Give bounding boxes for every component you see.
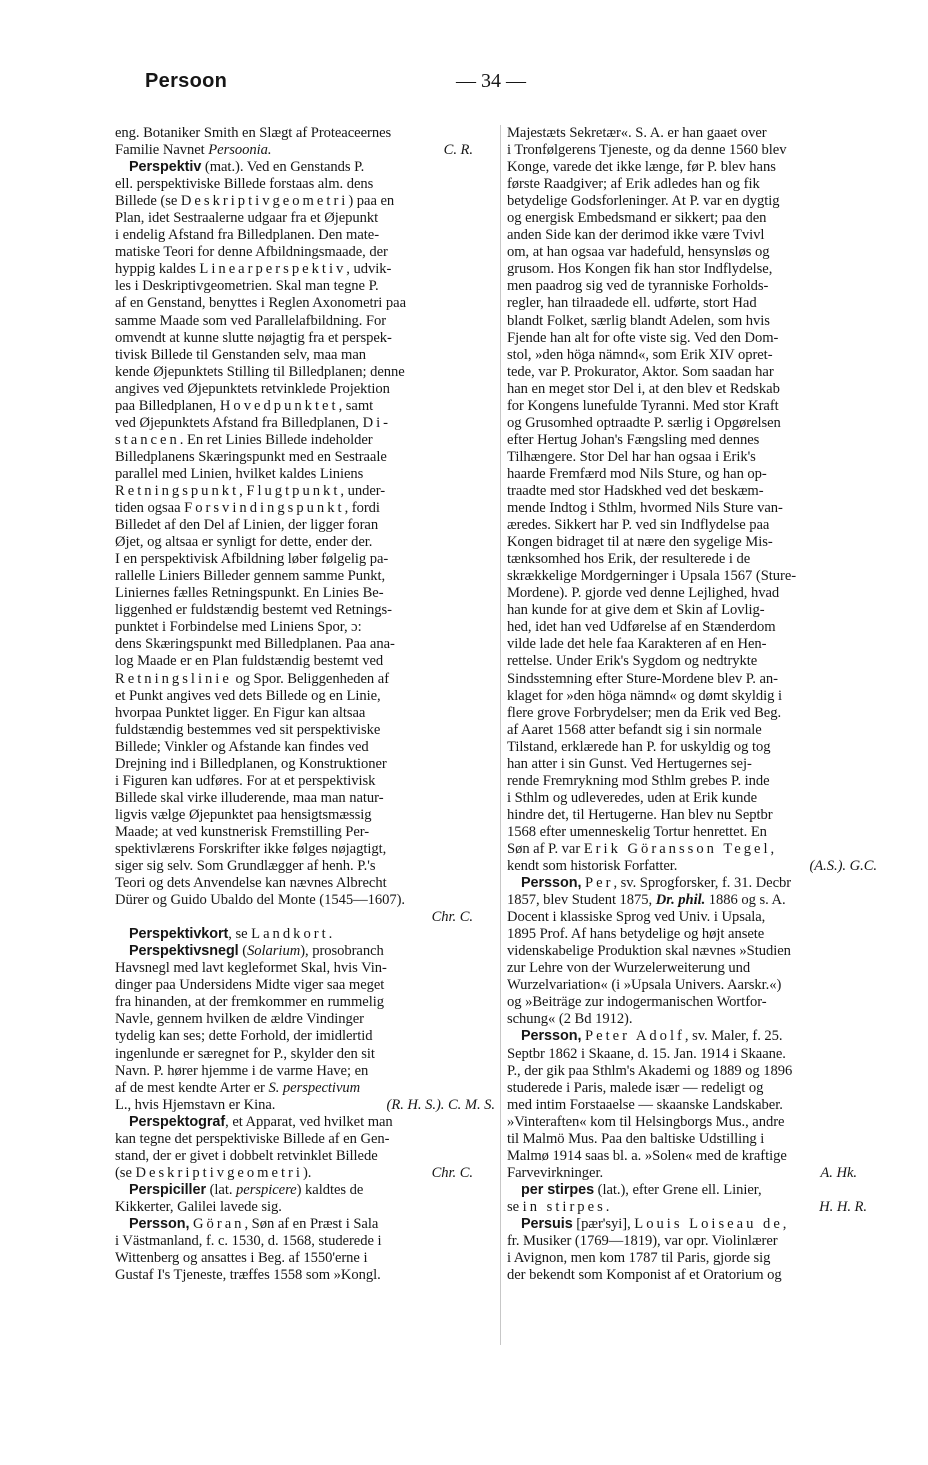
text-line: angives ved Øjepunktets retvinklede Projektion [115,380,390,397]
text-run: , [239,482,247,499]
text-line: Mordene). P. gjorde ved denne Lejlighed, hvad [507,585,780,602]
text-run: Billede (se [115,193,181,210]
text-line [115,1097,495,1114]
text-line [115,415,495,432]
spaced-name: Louis Loiseau de [634,1216,783,1232]
text-line: matiske Teori for denne Afbildningsmaade, der [115,244,388,261]
text-line: tede, var P. Prokurator, Aktor. Som saadan har [507,363,774,380]
spaced-term: Retningspunkt [115,482,240,499]
text-line: Malmø 1914 saas bl. a. »Solen« med de kraftige [507,1147,787,1164]
spaced-term: stancen [115,431,180,448]
text-line: Wurzelvariation« (i »Upsala Univers. Aarskr.«) [507,977,782,994]
text-line: log Maade er en Plan fuldstændig bestemt ved [115,653,384,670]
text-run: , et Apparat, ved hvilket man [225,1113,393,1130]
text-line: af Aaret 1568 atter befandt sig i sin normale [507,721,762,738]
text-line: for Kongens lunefulde Tyranni. Med stor Kraft [507,397,779,414]
author-signature: Chr. C. [431,909,473,926]
text-line: klaget for »den höga nämnd« og dømt skyldig i [507,687,782,704]
italic-term: Solarium [247,943,301,960]
text-line: vilde lade det hele faa Karakteren af en Hen- [507,636,767,653]
text-run: , samt [338,397,374,414]
text-line [507,1199,887,1216]
entry-first-line [115,1216,495,1233]
text-line: og energisk Embedsmand er sikkert; paa den [507,210,767,227]
author-signature: H. H. R. [819,1198,867,1215]
text-line [507,841,887,858]
text-line: schung« (2 Bd 1912). [507,1011,633,1028]
text-run: , se [228,926,252,943]
spaced-name: Erik Göransson Tegel [583,840,771,857]
entry-persson-goran [115,1216,495,1284]
text-line: Drejning ind i Billedplanen, og Konstruktioner [115,755,387,772]
text-run: paa Billedplanen, [115,397,220,414]
spaced-name: Peter Adolf [585,1028,685,1045]
text-run: ). [302,1164,312,1181]
entry-first-line [507,1028,887,1045]
text-run: Søn af P. var [507,840,584,857]
text-line: efter Hertug Johan's Fængsling med dennes [507,431,760,448]
text-run: [pær'syi], [572,1216,635,1232]
text-line: Kikkerter, Galilei lavede sig. [115,1198,282,1215]
text-line: fr. Musiker (1769—1819), var opr. Violinlærer [507,1233,778,1250]
spaced-term: Hovedpunktet [219,397,339,414]
text-run: (lat.), efter Grene ell. Linier, [594,1181,762,1198]
text-line [507,1165,887,1182]
text-line [507,858,887,875]
text-line: ingenlunde er særegnet for P., skylder den sit [115,1045,375,1062]
text-line: Billede; Vinkler og Afstande kan findes ved [115,738,369,755]
text-line: fuldstændig bestemmes ved sit perspektiviske [115,721,381,738]
text-line: haarde Fremfærd mod Nils Sture, og han op- [507,465,767,482]
text-line: æredes. Sikkert har P. ved sin Indflydelse paa [507,517,770,534]
entry-perspektivsnegl [115,943,495,1113]
text-line: Tilhængere. Stor Del har han ogsaa i Erik's [507,448,756,465]
text-run: , sv. Maler, f. 25. [684,1028,783,1045]
text-line: han atter i sin Gunst. Ved Hertugernes sej- [507,755,752,772]
text-line: omvendt at kunne slutte nøjagtig fra et perspek- [115,329,392,346]
text-run: af de mest kendte Arter er [115,1079,269,1096]
text-line: der bekendt som Komponist af et Oratorium og [507,1267,782,1284]
text-line: hindre det, til Hertugerne. Han blev nu Septbr [507,806,773,823]
text-run: ved Øjepunktets Afstand fra Billedplanen, [115,414,363,431]
headword: Perspektivkort [129,926,229,943]
text-run: kendt som historisk Forfatter. [507,858,678,875]
left-column [115,125,495,1284]
text-line: i Sthlm og udleveredes, uden at Erik kunde [507,789,757,806]
text-run: ) paa en [348,193,395,210]
headword: Persson, [129,1216,190,1232]
text-line [115,671,495,688]
text-line: siger sig selv. Som Grundlægger af henh. P.'s [115,858,376,875]
text-line: Navn. P. hører hjemme i de varme Have; en [115,1062,369,1079]
cross-reference: Deskriptivgeometri [135,1164,303,1181]
text-line: Fjende han alt for ofte viste sig. Ved den Dom- [507,329,779,346]
entry-first-line [115,943,495,960]
headword: Perspektiv [129,159,202,176]
headword: per stirpes [521,1181,595,1198]
text-line: i endelig Afstand fra Billedplanen. Den mate- [115,227,380,244]
spaced-term: Linearperspektiv [199,261,347,278]
text-line: om, at han ogsaa var hadefuld, hensynsløs og [507,244,770,261]
text-line: rettelse. Under Erik's Sygdom og nedtrykte [507,653,758,670]
text-line: stand, der er givet i dobbelt retvinklet Billede [115,1147,378,1164]
text-line: og Grusomhed optraadte P. særlig i Opgørelsen [507,414,781,431]
text-line: Konge, varede det ikke længe, før P. blev hans [507,159,776,176]
text-line: flere grove Forbrydelser; men da Erik ved Beg. [507,704,782,721]
text-run: , sv. Sprogforsker, f. 31. Decbr [613,875,792,892]
text-line [115,398,495,415]
text-line [115,500,495,517]
entry-per-stirpes [507,1182,887,1216]
text-line: tænksomhed hos Erik, der resulterede i de [507,551,751,568]
headword: Persson, [521,875,582,892]
entry-persuis [507,1216,887,1284]
text-line: zur Lehre von der Wurzelerweiterung und [507,960,751,977]
entry-first-line [115,1182,495,1199]
text-line: dinger paa Undersidens Midte viger saa meget [115,977,385,994]
text-line: Øjet, og altsaa er synligt for dette, ender der. [115,534,373,551]
author-signature: A. Hk. [820,1164,857,1181]
text-line: Sindsstemning efter Sture-Mordene blev P. an- [507,670,778,687]
text-line [115,1080,495,1097]
text-line: Billedplanens Skæringspunkt med en Sestraale [115,448,387,465]
text-run: , under- [340,482,386,499]
headword: Perspiciller [129,1181,206,1198]
author-signature: (A.S.). G.C. [809,858,877,875]
entry-first-line [507,1216,887,1233]
text-run: , udvik- [346,261,392,278]
text-line: betydelige Godsforleninger. At P. var en dygtig [507,193,780,210]
text-line: P., der gik paa Sthlm's Akademi og 1889 og 1896 [507,1062,793,1079]
text-line: videnskabelige Produktion skal nævnes »Studien [507,943,791,960]
entry-first-line [115,1114,495,1131]
headword: Persson, [521,1028,582,1045]
text-line: tydelig kan ses; dette Forhold, der imidlertid [115,1028,373,1045]
text-line: Navle, gennem hvilken de ældre Vindinger [115,1011,364,1028]
text-run: og Spor. Beliggenheden af [231,670,390,687]
text-line: tivisk Billede til Genstanden selv, maa man [115,346,367,363]
text-run: ) kaldtes de [296,1181,364,1198]
page-number: — 34 — [456,70,526,92]
cross-reference: Deskriptivgeometri [180,193,349,210]
text-line [115,483,495,500]
cross-reference: in stirpes [522,1198,606,1215]
text-line: Kongen bidraget til at nære den sygelige Mis- [507,534,773,551]
text-run: . [605,1198,610,1215]
author-signature: Chr. C. [431,1164,473,1181]
spaced-name: Per [585,875,614,892]
italic-term: S. perspectivum [268,1079,361,1096]
text-line: han kunde for at give dem et Skin af Lovlig- [507,602,765,619]
text-line: eng. Botaniker Smith en Slægt af Proteaceernes [115,125,392,141]
text-line: grusom. Hos Kongen fik han stor Indflydelse, [507,261,773,278]
text-run: ( [238,943,248,960]
text-line: I en perspektivisk Afbildning løber følgelig pa- [115,551,389,568]
text-line: til Malmö Mus. Paa den baltiske Udstilling i [507,1130,765,1147]
author-signature: C. R. [443,142,473,159]
text-line: skrækkelige Mordgerninger i Upsala 1567 (Sture- [507,568,797,585]
text-line [115,432,495,449]
text-line: Billedet af den Del af Linien, der ligger foran [115,517,379,534]
headword: Persuis [521,1216,573,1232]
text-line: Plan, idet Sestraalerne udgaar fra et Øjepunkt [115,210,379,227]
text-line: med intim Forstaaelse — skaanske Landskaber. [507,1096,783,1113]
text-line [115,193,495,210]
text-line: spektivlærens Forskrifter ikke følges nøjagtigt, [115,840,387,857]
text-line: ell. perspektiviske Billede forstaas alm. dens [115,176,374,193]
text-line [507,892,887,909]
text-line: Liniernes fælles Retningspunkt. En Linies Be- [115,585,384,602]
text-line: »Vinteraften« kom til Helsingborgs Mus., andre [507,1113,785,1130]
page-header [141,70,791,100]
text-line: parallel med Linien, hvilket kaldes Liniens [115,465,364,482]
text-line: men paadrog sig ved de tyranniske Forholds- [507,278,769,295]
text-line [115,261,495,278]
italic-term: perspicere [236,1181,297,1198]
spaced-term: Forsvindingspunkt [184,500,345,517]
text-line: Maade; at ved kunstnerisk Fremstilling Per- [115,823,370,840]
text-line: 1895 Prof. Af hans betydelige og højt ansete [507,926,765,943]
text-run: tiden ogsaa [115,500,185,517]
entry-perspektivkort [115,926,495,943]
text-run: , fordi [344,500,380,517]
text-line: fra hinanden, at der fremkommer en rummelig [115,994,384,1011]
text-line: 1568 efter umenneskelig Tortur henrettet. En [507,823,767,840]
spaced-name: Göran [193,1216,245,1232]
entry-first-line [507,875,887,892]
headword: Perspektivsnegl [129,943,239,960]
text-line: rende Fremrykning mod Sthlm grebes P. inde [507,772,770,789]
text-line: Septbr 1862 i Skaane, d. 15. Jan. 1914 i Skaane. [507,1045,786,1062]
italic-term: Dr. phil. [655,892,706,909]
text-line: mende Indtog i Sthlm, hvormed Nils Sture van- [507,500,783,517]
entry-persson-per [507,875,887,1028]
text-line: blandt Folket, særlig blandt Adelen, som hvis [507,312,770,329]
text-run: hyppig kaldes [115,261,200,278]
text-run: (se [115,1164,136,1181]
text-run: Farvevirkninger. [507,1164,604,1181]
entry-perspiciller [115,1182,495,1216]
text-line: Docent i klassiske Sprog ved Univ. i Upsala, [507,909,766,926]
text-run: (lat. [206,1181,237,1198]
text-line: samme Maade som ved Parallelafbildning. For [115,312,387,329]
text-line: rallelle Liniers Billeder gennem samme Punkt, [115,568,386,585]
text-line: les i Deskriptivgeometrien. Skal man tegne P. [115,278,379,295]
spaced-term: Di- [362,414,392,431]
text-run: se [507,1198,523,1215]
text-line: kan tegne det perspektiviske Billede af en Gen- [115,1130,390,1147]
text-line: et Punkt angives ved dets Billede og en Linie, [115,687,381,704]
entry-perspektograf [115,1114,495,1182]
text-line: Dürer og Guido Ubaldo del Monte (1545—1607). [115,892,406,909]
text-line: hed, idet han ved Udførelse af en Stænderdom [507,619,776,636]
headword: Perspektograf [129,1113,226,1130]
text-line: Gustaf I's Tjeneste, træffes 1558 som »Kongl. [115,1267,381,1284]
text-line: Havsnegl med lavt kegleformet Skal, hvis Vin- [115,960,387,977]
text-line: punktet i Forbindelse med Liniens Spor, ɔ: [115,619,362,636]
text-run: . En ret Linies Billede indeholder [179,431,373,448]
text-run: , [770,840,775,857]
text-line: i Västmanland, f. c. 1530, d. 1568, studerede i [115,1233,382,1250]
text-run: , [782,1216,787,1232]
text-line: dens Skæringspunkt med Billedplanen. Paa ana- [115,636,395,653]
text-line: studerede i Paris, malede især — redeligt og [507,1079,764,1096]
italic-term: Persoonia. [208,142,272,159]
text-line: traadte med stor Hadskhed ved det beskæm- [507,482,764,499]
text-line: første Raadgiver; af Erik adledes han og fik [507,176,760,193]
text-run: 1886 og s. A. [705,892,786,909]
text-line: Teori og dets Anvendelse kan nævnes Albrecht [115,875,387,892]
right-column [507,125,887,1284]
text-line: liggenhed er fuldstændig bestemt ved Retnings- [115,602,392,619]
text-run: , Søn af en Præst i Sala [244,1216,379,1232]
cross-reference: Landkort [251,926,329,943]
text-line: Tilstand, erklærede han P. for uskyldig og tog [507,738,771,755]
author-signature: (R. H. S.). C. M. S. [386,1096,495,1113]
spaced-term: Flugtpunkt [246,482,341,499]
entry-first-line [115,159,495,176]
text-run: ), prosobranch [300,943,384,960]
text-line: regler, han tilraadede ell. udførte, stort Had [507,295,757,312]
text-run: Familie Navnet [115,142,209,159]
entry-persson-peter-adolf [507,1028,887,1181]
text-line: Majestæts Sekretær«. S. A. er han gaaet over [507,125,767,141]
running-head: Persoon [145,70,228,92]
column-divider [500,125,501,1345]
text-line: anden Side kan der derimod ikke være Tvivl [507,227,765,244]
text-line: ligvis vælge Øjepunktet paa hensigtsmæssig [115,806,372,823]
text-run: . [328,926,333,943]
text-line: Wittenberg og ansattes i Beg. af 1550'erne i [115,1250,368,1267]
entry-perspektiv [115,159,495,926]
text-run: (mat.). Ved en Genstands P. [201,159,365,176]
text-run: L., hvis Hjemstavn er Kina. [115,1096,276,1113]
text-line [115,1165,495,1182]
text-line: i Tronfølgerens Tjeneste, og da denne 1560 blev [507,142,787,159]
text-line: i Figuren kan udføres. For at et perspektivisk [115,772,376,789]
text-line: og »Beiträge zur indogermanischen Wortfor- [507,994,767,1011]
text-line: stol, »den höga nämnd«, som Erik XIV opret- [507,346,773,363]
spaced-term: Retningslinie [115,670,232,687]
text-line: han en meget stor Del i, at den blev et Redskab [507,380,780,397]
text-line: hvorpaa Punktet ligger. En Figur kan altsaa [115,704,366,721]
text-line: Billede skal virke illuderende, maa man natur- [115,789,384,806]
entry-first-line [507,1182,887,1199]
text-line [115,142,495,159]
text-line: i Avignon, men kom 1787 til Paris, gjorde sig [507,1250,771,1267]
text-line [115,909,495,926]
text-run: 1857, blev Student 1875, [507,892,656,909]
text-line: af en Genstand, benyttes i Reglen Axonometri paa [115,295,407,312]
text-line: kende Øjepunktets Stilling til Billedplanen; denne [115,363,405,380]
